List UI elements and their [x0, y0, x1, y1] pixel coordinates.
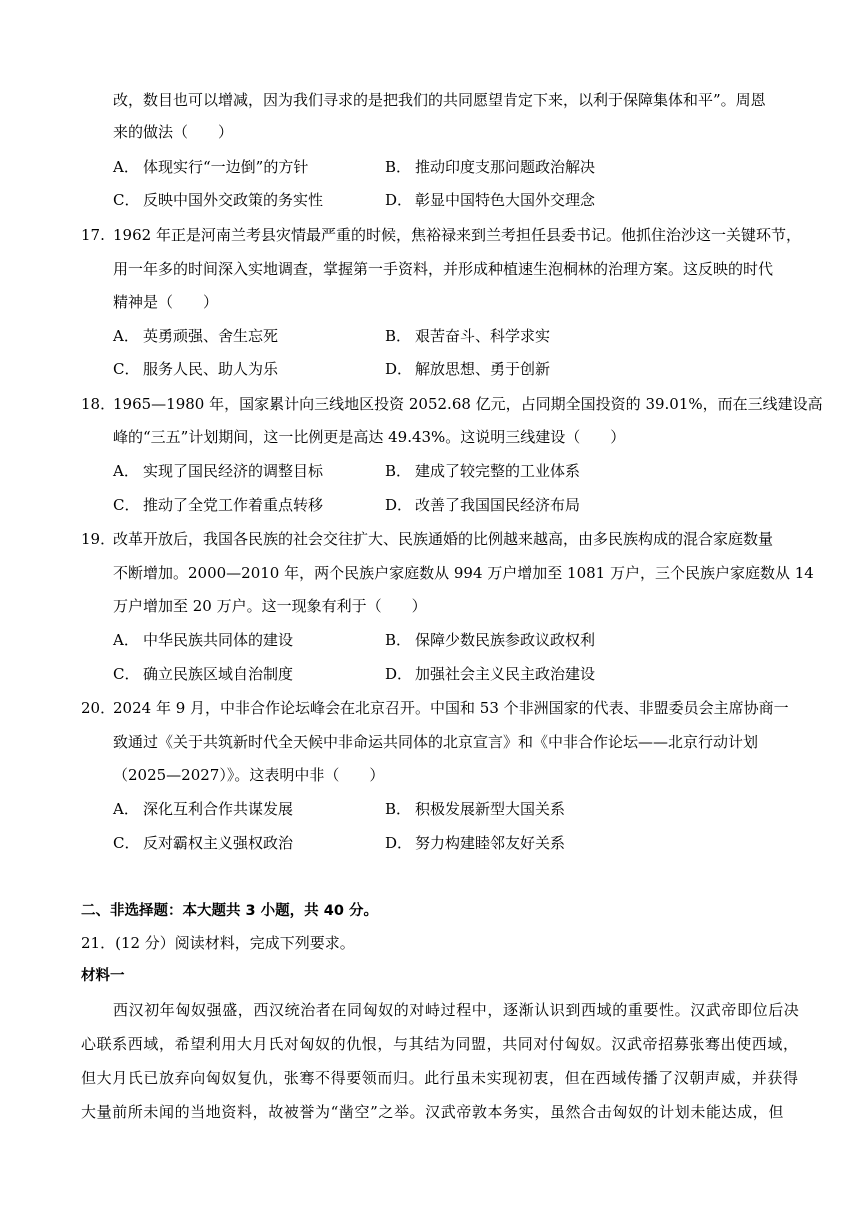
q19-option-d[interactable]	[385, 664, 595, 684]
option-label: C．	[113, 360, 140, 378]
option-text: 保障少数民族参政议政权利	[415, 631, 596, 649]
option-text: 建成了较完整的工业体系	[415, 462, 581, 480]
option-text: 反映中国外交政策的务实性	[143, 191, 324, 209]
option-text: 英勇顽强、舍生忘死	[143, 327, 279, 345]
q17-option-d[interactable]	[385, 359, 550, 379]
q19-text-line-2: 不断增加。2000—2010 年，两个民族户家庭数从 994 万户增加至 1081 万户，三个民族户家庭数从 14	[113, 564, 814, 582]
q17-text-line-1: 1962 年正是河南兰考县灾情最严重的时候，焦裕禄来到兰考担任县委书记。他抓住治沙这一关键环节，	[113, 226, 801, 244]
q17-text-line-3: 精神是（ ）	[113, 293, 219, 311]
option-text: 深化互利合作共谋发展	[143, 800, 294, 818]
option-text: 中华民族共同体的建设	[143, 631, 294, 649]
option-text: 推动了全党工作着重点转移	[143, 496, 324, 514]
option-text: 实现了国民经济的调整目标	[143, 462, 324, 480]
option-label: D．	[385, 360, 413, 378]
material-paragraph-line-4: 大量前所未闻的当地资料，故被誉为“凿空”之举。汉武帝敦本务实，虽然合击匈奴的计划未能达成，但	[81, 1103, 784, 1121]
q19-text-line-3: 万户增加至 20 万户。这一现象有利于（ ）	[113, 597, 427, 615]
q16-text-line-1: 改，数目也可以增减，因为我们寻求的是把我们的共同愿望肯定下来，以利于保障集体和平”。周恩	[113, 91, 766, 109]
q16-text-line-2: 来的做法（ ）	[113, 123, 234, 141]
q17-option-b[interactable]	[385, 326, 550, 346]
q17-option-a[interactable]	[113, 326, 278, 346]
option-label: B．	[385, 327, 412, 345]
q19-option-c[interactable]	[113, 664, 293, 684]
option-text: 艰苦奋斗、科学求实	[415, 327, 551, 345]
q17-number: 17.	[81, 226, 105, 244]
section-heading: 二、非选择题：本大题共 3 小题，共 40 分。	[81, 903, 378, 919]
option-label: C．	[113, 191, 140, 209]
q20-option-d[interactable]	[385, 833, 565, 853]
option-label: D．	[385, 665, 413, 683]
option-text: 服务人民、助人为乐	[143, 360, 279, 378]
q18-option-c[interactable]	[113, 495, 323, 515]
option-label: D．	[385, 191, 413, 209]
option-text: 努力构建睦邻友好关系	[415, 834, 566, 852]
q18-number: 18．	[81, 395, 116, 413]
q19-number: 19．	[81, 530, 116, 548]
material-paragraph-line-2: 心联系西域，希望利用大月氏对匈奴的仇恨，与其结为同盟，共同对付匈奴。汉武帝招募张骞出使西域，	[81, 1035, 799, 1053]
option-label: B．	[385, 631, 412, 649]
option-text: 确立民族区域自治制度	[143, 665, 294, 683]
q20-number: 20．	[81, 699, 116, 717]
option-text: 加强社会主义民主政治建设	[415, 665, 596, 683]
q19-option-a[interactable]	[113, 630, 293, 650]
q19-text-line-1: 改革开放后，我国各民族的社会交往扩大、民族通婚的比例越来越高，由多民族构成的混合家庭数量	[113, 530, 774, 548]
q18-option-d[interactable]	[385, 495, 580, 515]
q16-option-a[interactable]	[113, 157, 308, 177]
option-text: 积极发展新型大国关系	[415, 800, 566, 818]
option-text: 反对霸权主义强权政治	[143, 834, 294, 852]
q16-option-c[interactable]	[113, 190, 323, 210]
option-label: B．	[385, 158, 412, 176]
option-label: C．	[113, 834, 140, 852]
option-text: 改善了我国国民经济布局	[415, 496, 581, 514]
q21-heading: 21．(12 分）阅读材料，完成下列要求。	[81, 934, 355, 952]
q18-option-b[interactable]	[385, 461, 580, 481]
q16-option-d[interactable]	[385, 190, 595, 210]
option-text: 推动印度支那问题政治解决	[415, 158, 596, 176]
option-label: A．	[113, 462, 139, 480]
q20-text-line-1: 2024 年 9 月，中非合作论坛峰会在北京召开。中国和 53 个非洲国家的代表、非盟委员会主席协商一	[113, 699, 789, 717]
option-label: C．	[113, 665, 140, 683]
material-title: 材料一	[81, 968, 125, 984]
q20-option-a[interactable]	[113, 799, 293, 819]
q17-option-c[interactable]	[113, 359, 278, 379]
q20-option-c[interactable]	[113, 833, 293, 853]
material-paragraph-line-3: 但大月氏已放弃向匈奴复仇，张骞不得要领而归。此行虽未实现初衷，但在西域传播了汉朝声威，并获得	[81, 1069, 799, 1087]
q20-text-line-3: （2025—2027）》。这表明中非（ ）	[113, 766, 385, 784]
q19-option-b[interactable]	[385, 630, 595, 650]
option-label: C．	[113, 496, 140, 514]
q18-text-line-2: 峰的“三五”计划期间，这一比例更是高达 49.43%。这说明三线建设（ ）	[113, 428, 626, 446]
option-label: B．	[385, 800, 412, 818]
option-label: D．	[385, 834, 413, 852]
q20-option-b[interactable]	[385, 799, 565, 819]
option-label: A．	[113, 631, 139, 649]
q18-option-a[interactable]	[113, 461, 323, 481]
q18-text-line-1: 1965—1980 年，国家累计向三线地区投资 2052.68 亿元，占同期全国投资的 39.01%，而在三线建设高	[113, 395, 823, 413]
option-label: A．	[113, 800, 139, 818]
q20-text-line-2: 致通过《关于共筑新时代全天候中非命运共同体的北京宣言》和《中非合作论坛——北京行动计划	[113, 733, 759, 751]
q16-option-b[interactable]	[385, 157, 595, 177]
option-label: D．	[385, 496, 413, 514]
option-text: 体现实行“一边倒”的方针	[143, 158, 309, 176]
option-label: A．	[113, 327, 139, 345]
option-label: B．	[385, 462, 412, 480]
q17-text-line-2: 用一年多的时间深入实地调查，掌握第一手资料，并形成种植速生泡桐林的治理方案。这反映的时代	[113, 260, 774, 278]
material-paragraph-line-1: 西汉初年匈奴强盛，西汉统治者在同匈奴的对峙过程中，逐渐认识到西域的重要性。汉武帝即位后决	[113, 1001, 800, 1019]
option-label: A．	[113, 158, 139, 176]
option-text: 解放思想、勇于创新	[415, 360, 551, 378]
option-text: 彰显中国特色大国外交理念	[415, 191, 596, 209]
